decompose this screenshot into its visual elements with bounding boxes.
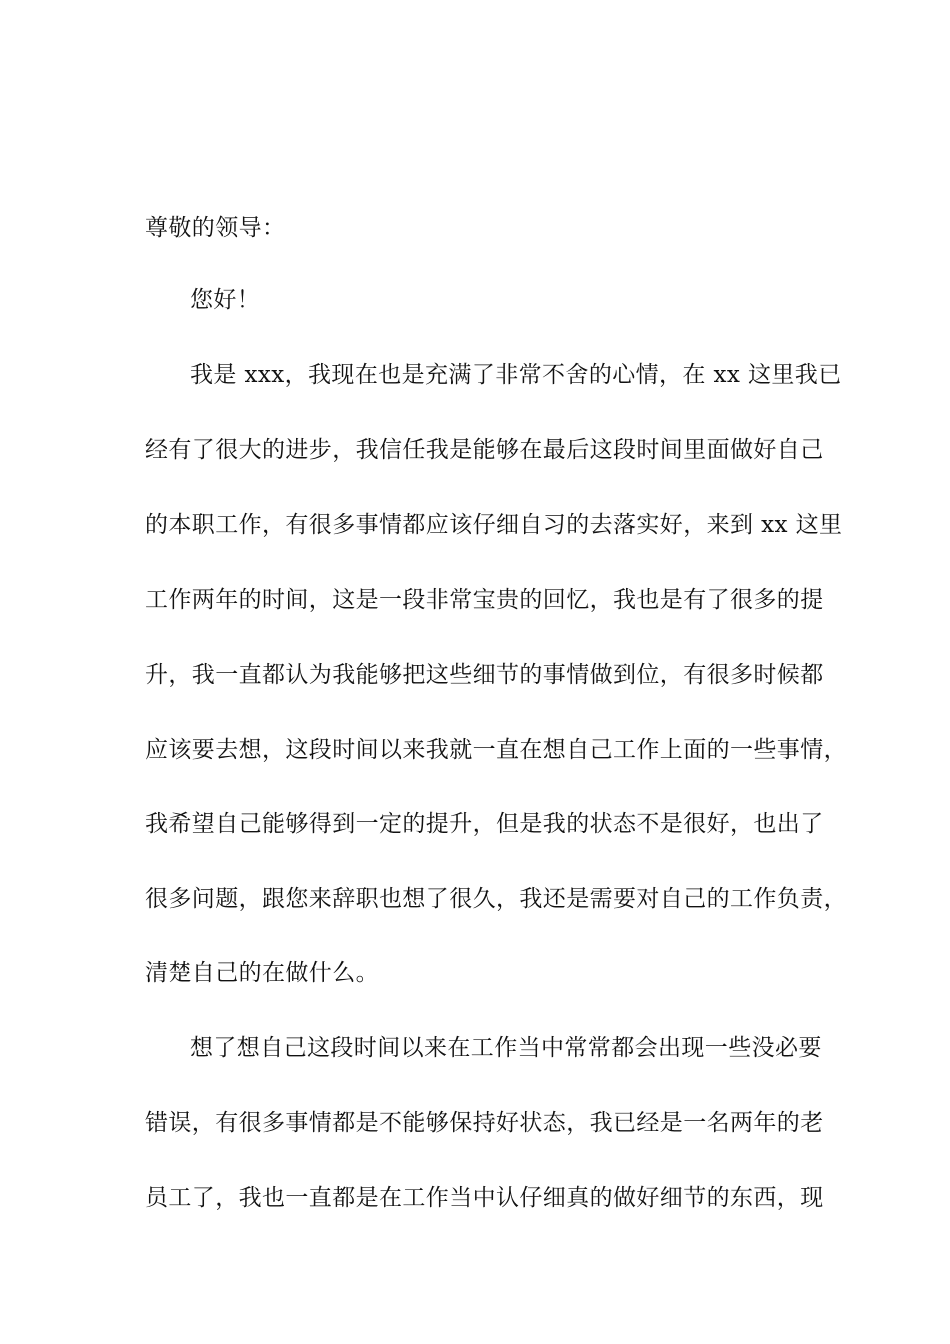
paragraph-1-line-8: 很多问题，跟您来辞职也想了很久，我还是需要对自己的工作负责，	[145, 886, 847, 912]
paragraph-1-line-5: 升，我一直都认为我能够把这些细节的事情做到位，有很多时候都	[145, 662, 824, 688]
salutation: 尊敬的领导：	[145, 215, 286, 241]
paragraph-2-line-1: 想了想自己这段时间以来在工作当中常常都会出现一些没必要	[190, 1035, 822, 1061]
paragraph-1-line-2: 经有了很大的进步，我信任我是能够在最后这段时间里面做好自己	[145, 437, 824, 463]
greeting: 您好！	[190, 287, 261, 313]
paragraph-1-line-4: 工作两年的时间，这是一段非常宝贵的回忆，我也是有了很多的提	[145, 587, 824, 613]
paragraph-1-line-3: 的本职工作，有很多事情都应该仔细自习的去落实好，来到 xx 这里	[145, 512, 843, 538]
paragraph-1-line-1: 我是 xxx，我现在也是充满了非常不舍的心情，在 xx 这里我已	[190, 362, 842, 388]
paragraph-2-line-2: 错误，有很多事情都是不能够保持好状态，我已经是一名两年的老	[145, 1110, 824, 1136]
paragraph-1-line-6: 应该要去想，这段时间以来我就一直在想自己工作上面的一些事情，	[145, 737, 847, 763]
paragraph-2-line-3: 员工了，我也一直都是在工作当中认仔细真的做好细节的东西，现	[145, 1185, 824, 1211]
paragraph-1-line-7: 我希望自己能够得到一定的提升，但是我的状态不是很好，也出了	[145, 811, 824, 837]
paragraph-1-line-9: 清楚自己的在做什么。	[145, 960, 379, 986]
